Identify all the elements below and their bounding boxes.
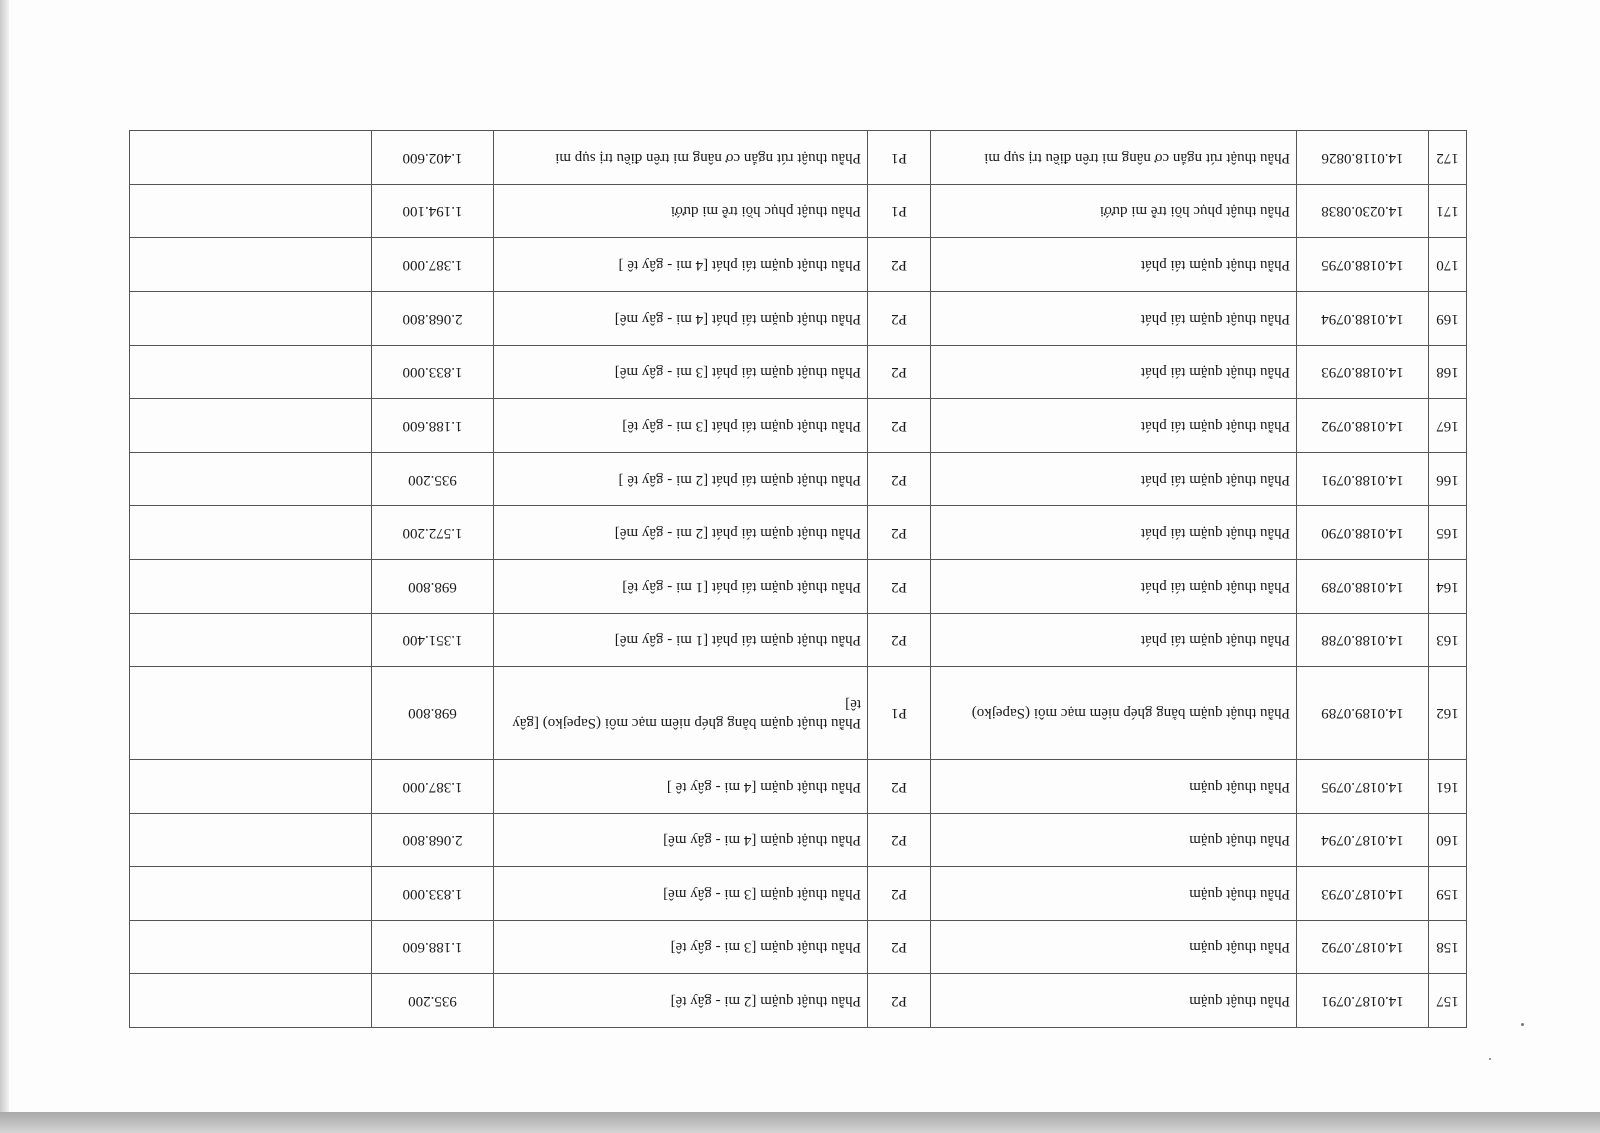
- note-cell: [130, 506, 372, 560]
- service-name-cell: Phẫu thuật quặm tái phát: [931, 560, 1297, 614]
- surgery-class-cell: P2: [868, 292, 931, 346]
- service-detail-cell: Phẫu thuật quặm [4 mi - gây tê ]: [494, 759, 868, 813]
- table-row: [130, 867, 1467, 921]
- table-row: [130, 759, 1467, 813]
- note-cell: [130, 131, 372, 185]
- price-cell: 2.068.800: [372, 813, 494, 867]
- service-name-cell: Phẫu thuật quặm tái phát: [931, 452, 1297, 506]
- service-detail-cell: Phẫu thuật quặm tái phát [3 mi - gây tê]: [494, 399, 868, 453]
- row-number-cell: 165: [1429, 506, 1467, 560]
- note-cell: [130, 560, 372, 614]
- table-row: [130, 452, 1467, 506]
- service-code-cell: 14.0188.0790: [1297, 506, 1429, 560]
- service-code-cell: 14.0188.0789: [1297, 560, 1429, 614]
- price-cell: 1.572.200: [372, 506, 494, 560]
- price-cell: 1.188.600: [372, 399, 494, 453]
- service-name-cell: Phẫu thuật quặm bằng ghép niêm mạc môi (Sapejko): [931, 667, 1297, 760]
- service-code-cell: 14.0187.0795: [1297, 759, 1429, 813]
- note-cell: [130, 867, 372, 921]
- surgery-class-cell: P2: [868, 759, 931, 813]
- service-detail-cell: Phẫu thuật quặm tái phát [4 mi - gây tê ]: [494, 238, 868, 292]
- service-name-cell: Phẫu thuật quặm: [931, 813, 1297, 867]
- surgery-class-cell: P2: [868, 613, 931, 667]
- row-number-cell: 171: [1429, 184, 1467, 238]
- service-detail-cell: Phẫu thuật quặm tái phát [1 mi - gây mê]: [494, 613, 868, 667]
- surgery-class-cell: P2: [868, 238, 931, 292]
- service-detail-cell: Phẫu thuật phục hồi trễ mi dưới: [494, 184, 868, 238]
- note-cell: [130, 613, 372, 667]
- service-name-cell: Phẫu thuật quặm: [931, 974, 1297, 1028]
- row-number-cell: 172: [1429, 131, 1467, 185]
- surgery-class-cell: P2: [868, 974, 931, 1028]
- row-number-cell: 163: [1429, 613, 1467, 667]
- price-cell: 2.068.800: [372, 292, 494, 346]
- surgery-class-cell: P2: [868, 560, 931, 614]
- price-cell: 1.402.600: [372, 131, 494, 185]
- service-code-cell: 14.0118.0826: [1297, 131, 1429, 185]
- note-cell: [130, 399, 372, 453]
- table-row: [130, 238, 1467, 292]
- surgery-class-cell: P2: [868, 506, 931, 560]
- row-number-cell: 160: [1429, 813, 1467, 867]
- service-code-cell: 14.0187.0792: [1297, 920, 1429, 974]
- price-cell: 1.833.000: [372, 345, 494, 399]
- table-row: [130, 292, 1467, 346]
- row-number-cell: 170: [1429, 238, 1467, 292]
- row-number-cell: 159: [1429, 867, 1467, 921]
- note-cell: [130, 974, 372, 1028]
- service-name-cell: Phẫu thuật quặm tái phát: [931, 292, 1297, 346]
- price-cell: 1.351.400: [372, 613, 494, 667]
- table-row: [130, 184, 1467, 238]
- price-table: [129, 130, 1467, 1028]
- service-detail-cell: Phẫu thuật quặm bằng ghép niêm mạc môi (Sapejko) [gây tê]: [494, 667, 868, 760]
- service-code-cell: 14.0187.0793: [1297, 867, 1429, 921]
- price-cell: 1.833.000: [372, 867, 494, 921]
- service-detail-cell: Phẫu thuật quặm [2 mi - gây tê]: [494, 974, 868, 1028]
- table-row: [130, 667, 1467, 760]
- row-number-cell: 158: [1429, 920, 1467, 974]
- service-name-cell: Phẫu thuật quặm tái phát: [931, 613, 1297, 667]
- note-cell: [130, 813, 372, 867]
- note-cell: [130, 667, 372, 760]
- note-cell: [130, 184, 372, 238]
- price-cell: 1.194.100: [372, 184, 494, 238]
- service-code-cell: 14.0188.0788: [1297, 613, 1429, 667]
- note-cell: [130, 452, 372, 506]
- row-number-cell: 162: [1429, 667, 1467, 760]
- service-name-cell: Phẫu thuật quặm tái phát: [931, 345, 1297, 399]
- surgery-class-cell: P1: [868, 184, 931, 238]
- scan-bottom-edge: [0, 1112, 1600, 1133]
- service-name-cell: Phẫu thuật quặm tái phát: [931, 506, 1297, 560]
- price-cell: 1.387.000: [372, 238, 494, 292]
- surgery-class-cell: P1: [868, 131, 931, 185]
- service-name-cell: Phẫu thuật quặm tái phát: [931, 238, 1297, 292]
- upside-down-table-region: [130, 130, 1467, 1028]
- service-name-cell: Phẫu thuật phục hồi trễ mi dưới: [931, 184, 1297, 238]
- note-cell: [130, 920, 372, 974]
- surgery-class-cell: P2: [868, 345, 931, 399]
- surgery-class-cell: P2: [868, 867, 931, 921]
- service-code-cell: 14.0230.0838: [1297, 184, 1429, 238]
- scan-speck: [1521, 1023, 1524, 1026]
- service-detail-cell: Phẫu thuật quặm tái phát [3 mi - gây mê]: [494, 345, 868, 399]
- row-number-cell: 161: [1429, 759, 1467, 813]
- row-number-cell: 169: [1429, 292, 1467, 346]
- service-code-cell: 14.0188.0793: [1297, 345, 1429, 399]
- price-cell: 1.188.600: [372, 920, 494, 974]
- note-cell: [130, 345, 372, 399]
- service-name-cell: Phẫu thuật quặm tái phát: [931, 399, 1297, 453]
- service-detail-cell: Phẫu thuật quặm [4 mi - gây mê]: [494, 813, 868, 867]
- surgery-class-cell: P2: [868, 920, 931, 974]
- note-cell: [130, 759, 372, 813]
- row-number-cell: 164: [1429, 560, 1467, 614]
- price-cell: 698.800: [372, 560, 494, 614]
- service-detail-cell: Phẫu thuật quặm [3 mi - gây tê]: [494, 920, 868, 974]
- service-detail-cell: Phẫu thuật quặm tái phát [2 mi - gây mê]: [494, 506, 868, 560]
- service-code-cell: 14.0187.0794: [1297, 813, 1429, 867]
- service-code-cell: 14.0188.0794: [1297, 292, 1429, 346]
- scan-speck: [1489, 1058, 1491, 1060]
- service-code-cell: 14.0188.0792: [1297, 399, 1429, 453]
- table-row: [130, 506, 1467, 560]
- service-code-cell: 14.0187.0791: [1297, 974, 1429, 1028]
- price-cell: 698.800: [372, 667, 494, 760]
- surgery-class-cell: P2: [868, 452, 931, 506]
- table-row: [130, 399, 1467, 453]
- service-code-cell: 14.0188.0791: [1297, 452, 1429, 506]
- table-row: [130, 813, 1467, 867]
- price-cell: 1.387.000: [372, 759, 494, 813]
- row-number-cell: 166: [1429, 452, 1467, 506]
- service-detail-cell: Phẫu thuật quặm tái phát [4 mi - gây mê]: [494, 292, 868, 346]
- row-number-cell: 167: [1429, 399, 1467, 453]
- table-body: [130, 131, 1467, 1028]
- note-cell: [130, 292, 372, 346]
- price-cell: 935.200: [372, 974, 494, 1028]
- table-row: [130, 613, 1467, 667]
- surgery-class-cell: P2: [868, 813, 931, 867]
- service-code-cell: 14.0189.0789: [1297, 667, 1429, 760]
- note-cell: [130, 238, 372, 292]
- service-name-cell: Phẫu thuật rút ngắn cơ nâng mi trên điều trị sụp mi: [931, 131, 1297, 185]
- service-code-cell: 14.0188.0795: [1297, 238, 1429, 292]
- service-detail-cell: Phẫu thuật quặm tái phát [1 mi - gây tê]: [494, 560, 868, 614]
- surgery-class-cell: P2: [868, 399, 931, 453]
- row-number-cell: 157: [1429, 974, 1467, 1028]
- service-detail-cell: Phẫu thuật quặm tái phát [2 mi - gây tê ]: [494, 452, 868, 506]
- table-row: [130, 920, 1467, 974]
- service-name-cell: Phẫu thuật quặm: [931, 920, 1297, 974]
- table-row: [130, 345, 1467, 399]
- surgery-class-cell: P1: [868, 667, 931, 760]
- service-name-cell: Phẫu thuật quặm: [931, 759, 1297, 813]
- table-row: [130, 974, 1467, 1028]
- price-cell: 935.200: [372, 452, 494, 506]
- scan-left-edge: [0, 0, 9, 1133]
- table-row: [130, 560, 1467, 614]
- service-name-cell: Phẫu thuật quặm: [931, 867, 1297, 921]
- table-row: [130, 131, 1467, 185]
- row-number-cell: 168: [1429, 345, 1467, 399]
- service-detail-cell: Phẫu thuật rút ngắn cơ nâng mi trên điều trị sụp mi: [494, 131, 868, 185]
- service-detail-cell: Phẫu thuật quặm [3 mi - gây mê]: [494, 867, 868, 921]
